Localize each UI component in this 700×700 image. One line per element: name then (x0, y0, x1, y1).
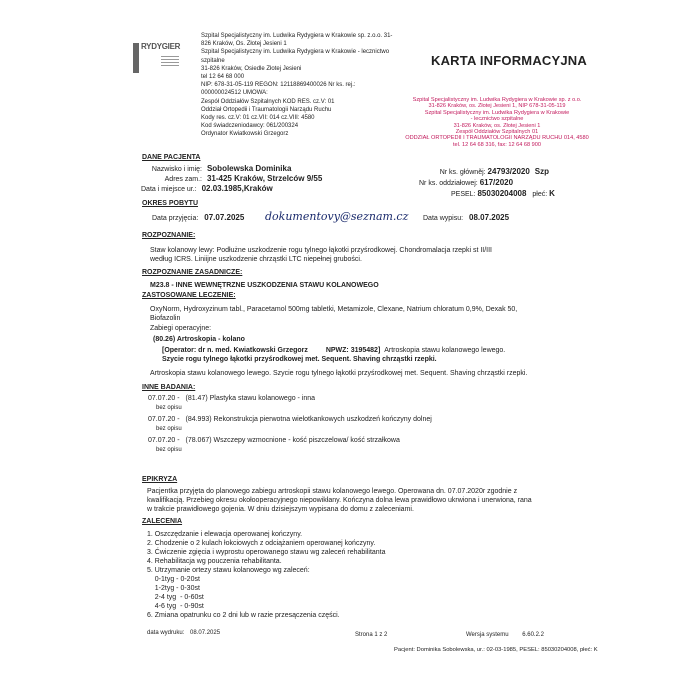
test-note: bez opisu (156, 405, 182, 411)
main-book-label: Nr ks. główněj: (439, 169, 486, 176)
epicrisis-text (147, 487, 532, 514)
operator-procedure: Artroskopia stawu kolanowego lewego. (384, 347, 506, 354)
test-date: 07.07.20 - (148, 437, 180, 444)
logo-lines-icon (161, 56, 179, 70)
admission-date (152, 213, 244, 223)
header-line: Kody res. cz.V: 01 cz.VII: 014 cz.VIII: 4580 (201, 115, 315, 122)
drug-list (150, 305, 517, 323)
stamp-line: 31-826 Kraków, os. Złotej Jesieni 1, NIP 678-31-05-119 (428, 103, 566, 110)
stamp-line: ODDZIAŁ ORTOPEDII I TRAUMATOLOGII NARZĄDU RUCHU 014, 4580 (405, 135, 589, 142)
diagnosis-section-label: ROZPOZNANIE: (142, 232, 196, 239)
hospital-header (201, 32, 392, 139)
header-line: Kod świadczeniodawcy: 061/200324 (201, 123, 299, 130)
page-number: Strona 1 z 2 (355, 632, 388, 638)
epicrisis-line: kwalifikacją. Przebieg okresu okołooperacyjnego niepowikłany. Kończyna dolna lewa prawidłowo ukrwiona i unerwiona, rana (147, 497, 532, 504)
ward-book-label: Nr ks. oddziałowej: (419, 180, 478, 187)
test-date: 07.07.20 - (148, 395, 180, 402)
procedures-label: Zabiegi operacyjne: (150, 325, 212, 332)
test-text: (84.993) Rekonstrukcja pierwotna wielotkankowych uszkodzeń kończyny dolnej (185, 416, 432, 423)
operator-npwz: NPWZ: 3195482] (325, 347, 381, 354)
header-line: szpitalne (201, 57, 225, 64)
recommendation-line: 1-2tyg - 0-30st (147, 585, 200, 592)
recommendation-line: 3. Ćwiczenie zgięcia i wyprostu operowanego stawu wg zaleceń rehabilitanta (147, 549, 386, 556)
header-line: Oddział Ortopedii i Traumatologii Narządu Ruchu (201, 106, 332, 113)
stay-section-label: OKRES POBYTU (142, 200, 199, 207)
registry-info (419, 167, 555, 200)
recommendation-line: 6. Zmiana opatrunku co 2 dni lub w razie przesączenia części. (147, 612, 340, 619)
test-item (148, 415, 568, 425)
operator-name: [Operator: dr n. med. Kwiatkowski Grzegorz (162, 347, 308, 354)
address-value: 31-425 Kraków, Strzelców 9/55 (206, 174, 323, 183)
birth-label: Data i miejsce ur.: (141, 186, 197, 193)
address-label: Adres zam.: (164, 176, 202, 183)
recommendation-line: 1. Oszczędzanie i elewacja operowanej kończyny. (147, 531, 303, 538)
main-book-value: 24793/2020 (487, 167, 530, 176)
discharge-value: 08.07.2025 (469, 213, 510, 222)
print-date-label: data wydruku: (147, 630, 185, 636)
system-version-label: Wersja systemu (466, 632, 509, 638)
admission-label: Data przyjęcia: (152, 215, 199, 222)
recommendation-line: 5. Utrzymanie ortezy stawu kolanowego wg zaleceń: (147, 567, 310, 574)
epicrisis-section-label: EPIKRYZA (142, 476, 178, 483)
stamp-line: Zespół Oddziałów Szpitalnych 01 (455, 129, 539, 136)
hospital-logo (133, 40, 181, 76)
patient-section-label: DANE PACJENTA (142, 154, 201, 161)
procedure-title: (80.26) Artroskopia - kolano (153, 336, 245, 343)
print-date (147, 629, 220, 637)
diagnosis-line: Staw kolanowy lewy: Podłużne uszkodzenie rogu tylnego łąkotki przyśrodkowej. Chondromalacja rzepki st II/III (150, 247, 492, 254)
stamp-line: Szpital Specjalistyczny im. Ludwika Rydygiera w Krakowie sp. z o.o. (412, 97, 582, 103)
pesel-value: 85030204008 (477, 189, 527, 198)
header-line: Szpital Specjalistyczny im. Ludwika Rydygiera w Krakowie sp. z.o.o. 31- (201, 33, 393, 39)
test-item (148, 394, 568, 404)
header-line: tel 12 64 68 000 (201, 74, 245, 81)
header-line: Ordynator Kwiatkowski Grzegorz (201, 131, 289, 138)
stamp-line: 31-826 Kraków, os. Złotej Jesieni 1 (453, 122, 541, 129)
patient-data (141, 164, 407, 194)
main-book-suffix: Szp (534, 167, 549, 176)
birth-value: 02.03.1985,Kraków (201, 184, 273, 193)
recommendations-section-label: ZALECENIA (142, 518, 183, 525)
test-note: bez opisu (156, 426, 182, 432)
test-text: (81.47) Plastyka stawu kolanowego - inna (185, 395, 316, 402)
treatment-section-label: ZASTOSOWANE LECZENIE: (142, 292, 236, 299)
recommendations-list (147, 530, 386, 620)
stamp-line: Szpital Specjalistyczny im. Ludwika Rydygiera w Krakowie (424, 109, 570, 116)
header-line: Szpital Specjalistyczny im. Ludwika Rydygiera w Krakowie - lecznictwo (201, 49, 390, 56)
recommendation-line: 2. Chodzenie o 2 kulach łokciowych z odciążaniem operowanej kończyny. (147, 540, 376, 547)
ward-book-value: 617/2020 (479, 178, 514, 187)
name-value: Sobolewska Dominika (206, 164, 292, 173)
pesel-label: PESEL: (451, 191, 476, 198)
header-line: NIP: 678-31-05-119 REGON: 12118869400026 Nr ks. rej.: (201, 82, 356, 89)
test-note: bez opisu (156, 447, 182, 453)
print-date-value: 08.07.2025 (190, 630, 221, 636)
header-line: Zespół Oddziałów Szpitalnych KOD RES. cz.V: 01 (201, 98, 335, 105)
stamp-line: - lecznictwo szpitalne (470, 116, 524, 123)
drug-line: OxyNorm, Hydroxyzinum tabl., Paracetamol 500mg tabletki, Metamizole, Clexane, Natrium chloratum 0,9%, Dexak 50, (150, 306, 518, 313)
recommendation-line: 4-6 tyg - 0-90st (147, 603, 204, 610)
sex-label: płeć: (532, 191, 548, 198)
other-tests-list (148, 394, 568, 457)
name-label: Nazwisko i imię: (151, 166, 202, 173)
recommendation-line: 4. Rehabilitacja wg pouczenia rehabilitanta. (147, 558, 282, 565)
hospital-stamp (398, 97, 596, 148)
system-version (466, 631, 544, 639)
header-line: 31-826 Kraków, Osiedle Złotej Jesieni (201, 65, 302, 72)
logo-name: RYDYGIER (141, 42, 181, 51)
logo-mark-icon (133, 43, 139, 73)
operator-block (162, 346, 505, 364)
header-line: 000000024512 UMOWA: (201, 90, 268, 97)
principal-code: M23.8 - INNE WEWNĘTRZNE USZKODZENIA STAWU KOLANOWEGO (150, 282, 379, 289)
admission-value: 07.07.2025 (204, 213, 245, 222)
test-item (148, 436, 568, 446)
discharge-label: Data wypisu: (423, 215, 464, 222)
system-version-value: 6.60.2.2 (522, 632, 544, 638)
stamp-line: tel. 12 64 68 316, fax: 12 64 68 900 (452, 141, 542, 148)
page-title: KARTA INFORMACYJNA (431, 53, 587, 68)
header-line: 826 Kraków, Os. Złotej Jesieni 1 (201, 41, 287, 48)
epicrisis-line: w trakcie prawidłowego gojenia. W dniu dzisiejszym wypisana do domu z zaleceniami. (147, 506, 414, 513)
patient-footer-line: Pacjent: Dominika Sobolewska, ur.: 02-03-1985, PESEL: 85030204008, płeć: K (394, 647, 598, 653)
epicrisis-line: Pacjentka przyjęta do planowego zabiegu artroskopii stawu kolanowego lewego. Operowana dn. 07.07.2020r zgodnie z (147, 488, 518, 495)
principal-section-label: ROZPOZNANIE ZASADNICZE: (142, 269, 243, 276)
drug-line: Biofazolin (150, 315, 181, 322)
procedure-summary: Artroskopia stawu kolanowego lewego. Szycie rogu tylnego łąkotki przyśrodkowej met. Sequent. Shaving chrząstki rzepki. (150, 370, 528, 377)
other-tests-section-label: INNE BADANIA: (142, 384, 196, 391)
recommendation-line: 0-1tyg - 0-20st (147, 576, 200, 583)
discharge-date (423, 213, 509, 223)
handwritten-email: dokumentovy@seznam.cz (265, 210, 409, 223)
test-text: (78.067) Wszczepy wzmocnione - kość piszczelowa/ kość strzałkowa (185, 437, 400, 444)
diagnosis-text (150, 246, 492, 264)
recommendation-line: 2-4 tyg - 0-60st (147, 594, 204, 601)
diagnosis-line: według ICRS. Liniijne uszkodzenie chrząstki LTC niepełnej grubości. (150, 256, 362, 263)
sex-value: K (549, 189, 555, 198)
operator-procedure-line2: Szycie rogu tylnego łąkotki przyśrodkowej met. Sequent. Shaving chrząstki rzepki. (162, 356, 437, 363)
test-date: 07.07.20 - (148, 416, 180, 423)
